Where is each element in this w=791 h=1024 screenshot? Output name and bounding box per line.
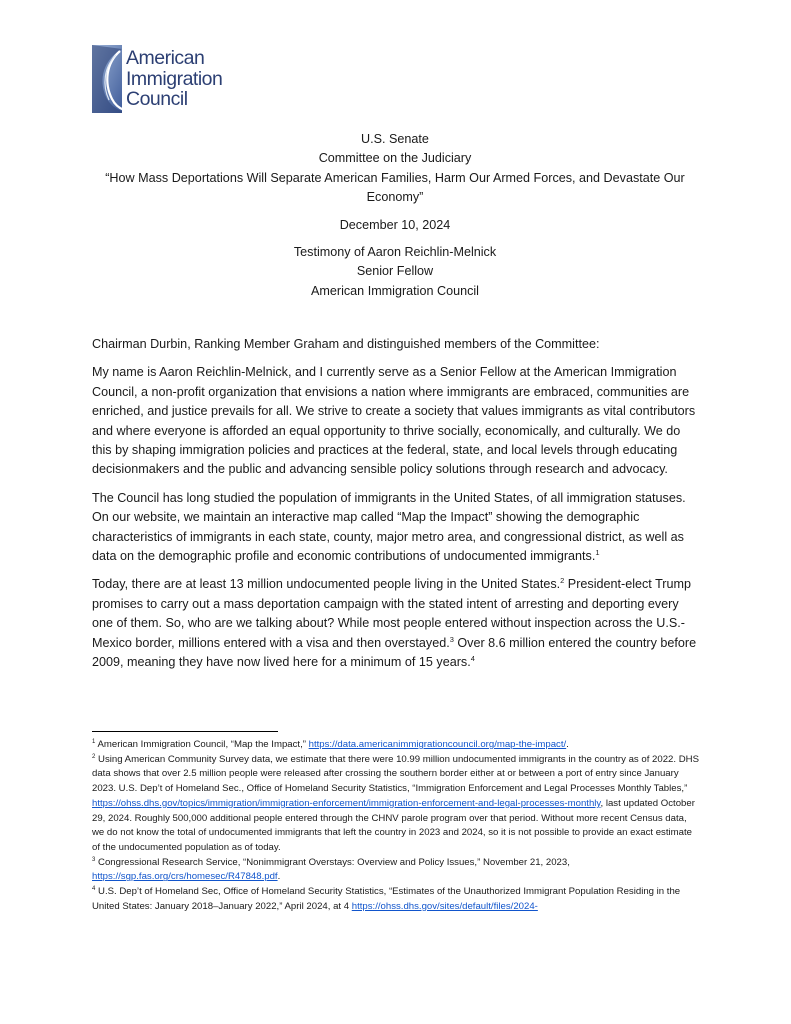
document-header [92,130,698,301]
paragraph [92,489,698,567]
logo-line: American [126,47,205,69]
witness-org: American Immigration Council [311,283,479,298]
paragraph: My name is Aaron Reichlin-Melnick, and I currently serve as a Senior Fellow at the American Immigration Council, a non-profit organization that envisions a nation where immigrants are embraced, communities are enriched, and justice prevails for all. We strive to create a society that values immigrants as vital contributors and where everyone is afforded an equal opportunity to thrive socially, economically, and culturally. We do this by shaping immigration policies and practices at the federal, state, and local levels through educating decisionmakers and the public and advancing sensible policy solutions through research and advocacy. [92,365,696,477]
header-committee: Committee on the Judiciary [318,151,472,166]
footnote-ref[interactable]: 3 [449,634,454,644]
footnote-link[interactable]: https://sgp.fas.org/crs/homesec/R47848.pdf [92,871,278,883]
footnote [92,753,700,856]
paragraph-text: Today, there are at least 13 million undocumented people living in the United States. [92,577,561,592]
testimony-of: Testimony of Aaron Reichlin-Melnick [293,245,497,260]
footnote-number: 3 [92,856,96,863]
footnote-link[interactable]: https://ohss.dhs.gov/sites/default/files/2024- [351,900,538,912]
hearing-date: December 10, 2024 [339,217,451,232]
footnote-link[interactable]: https://ohss.dhs.gov/topics/immigration/immigration-enforcement/immigration-enforcement-and-legal-processes-monthly [92,797,601,809]
logo-line: Immigration [126,67,223,90]
footnote-number: 2 [92,753,96,760]
footnote-text: . [277,871,281,883]
testimony-body [92,335,698,682]
footnote-number: 4 [92,885,96,892]
footnote-ref[interactable]: 1 [595,547,600,557]
footnote-text: . [566,739,569,750]
paragraph-text: Over 8.6 million entered the country before 2009, meaning they have now lived here for a minimum of 15 years. [92,635,697,670]
logo-wordmark [126,48,222,110]
council-logo [92,45,232,113]
witness-role: Senior Fellow [356,264,434,279]
paragraph [92,575,698,672]
footnote-text: , last updated October 29, 2024. Roughly 500,000 additional people entered through the CHNV parole program over that period. Without more recent Census data, we do not know the total of undocumented immigrants that left the country in 2023 and 2024, so it is not possible to provide an exact estimate of the undocumented population as of today. [92,797,695,853]
footnote [92,738,700,753]
footnote [92,856,700,885]
footnote-text: American Immigration Council, “Map the Impact,” [95,739,309,750]
footnote-number: 1 [92,738,96,745]
footnote-text: Using American Community Survey data, we estimate that there were 10.99 million undocumented immigrants in the country as of 2022. DHS data shows that over 2.5 million people were released after crossing the southern border either at or between a port of entry since January 2023. U.S. Dep’t of Homeland Sec., Office of Homeland Security Statistics, “Immigration Enforcement and Legal Processes Monthly Tables,” [92,753,699,795]
salutation: Chairman Durbin, Ranking Member Graham and distinguished members of the Committee: [92,337,600,351]
footnotes [92,738,700,914]
footnote-link[interactable]: https://data.americanimmigrationcouncil.org/map-the-impact/ [308,739,567,750]
logo-line: Council [126,88,188,110]
footnote-text: Congressional Research Service, “Nonimmigrant Overstays: Overview and Policy Issues,” November 21, 2023, [95,856,570,868]
hearing-title: “How Mass Deportations Will Separate American Families, Harm Our Armed Forces, and Devastate Our Economy” [105,170,685,205]
paragraph-text: President-elect Trump promises to carry out a mass deportation campaign with the stated intent of arresting and deporting every one of them. So, who are we talking about? While most people entered without inspection across the U.S.-Mexico border, millions entered with a visa and then overstayed. [92,577,691,650]
paragraph-text: The Council has long studied the population of immigrants in the United States, of all immigration statuses. On our website, we maintain an interactive map called “Map the Impact” showing the demographic characteristics of immigrants in each state, county, major metro area, and congressional district, as well as data on the demographic profile and economic contributions of undocumented immigrants. [92,490,686,564]
footnote [92,885,700,914]
footnote-ref[interactable]: 4 [470,653,475,663]
footnote-text: U.S. Dep’t of Homeland Sec, Office of Homeland Security Statistics, “Estimates of the Unauthorized Immigrant Population Residing in the United States: January 2018–January 2022,” April 2024, at 4 [92,886,681,912]
footnote-divider [92,731,278,732]
footnote-ref[interactable]: 2 [560,576,565,586]
header-senate: U.S. Senate [361,132,429,146]
